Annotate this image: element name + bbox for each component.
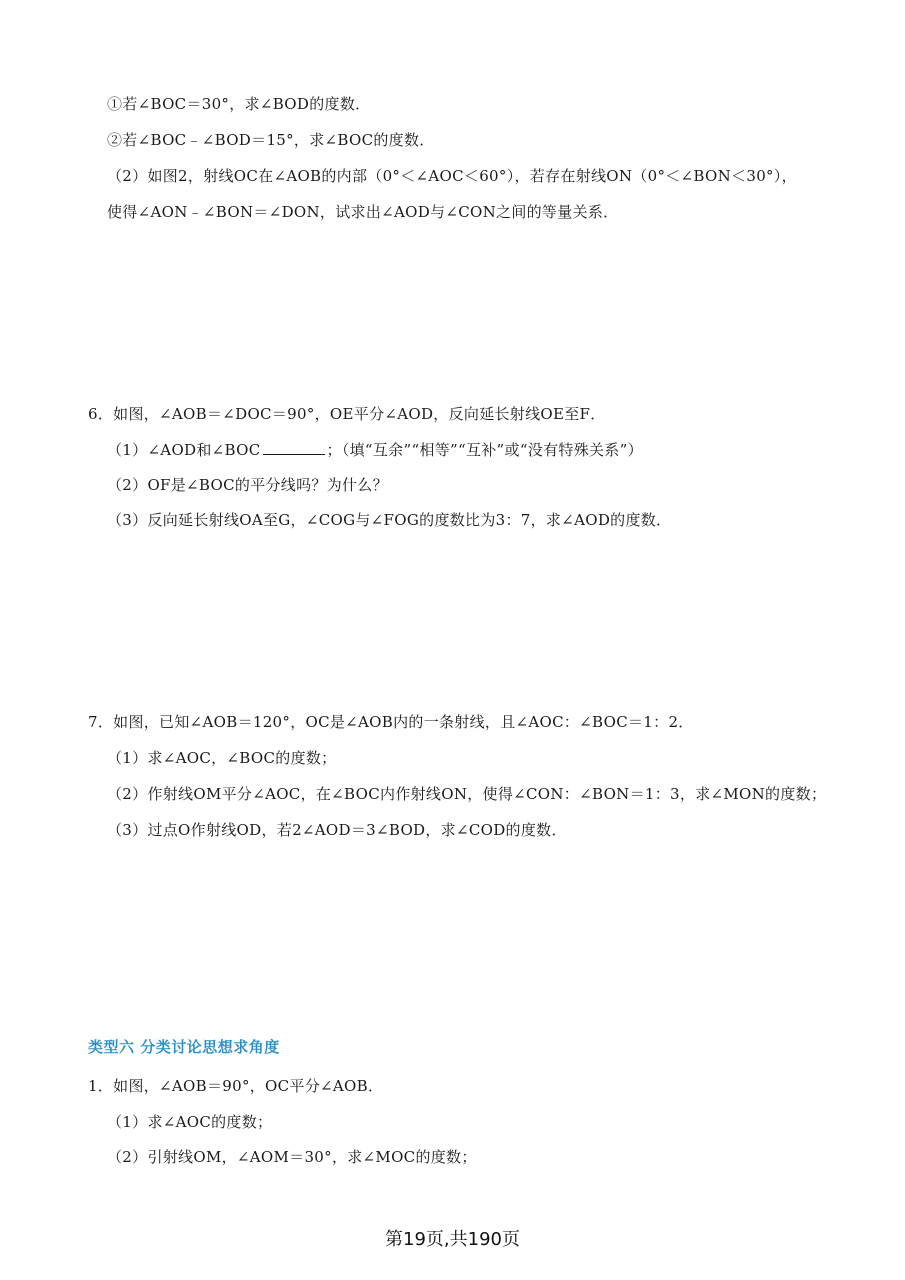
s6-q1-stem: 1．如图，∠AOB＝90°，OC平分∠AOB． [88, 1077, 384, 1095]
section-heading: 类型六 分类讨论思想求角度 [88, 1038, 280, 1056]
q6-part1 [107, 440, 643, 460]
q7-stem: 7．如图，已知∠AOB＝120°，OC是∠AOB内的一条射线，且∠AOC：∠BOC＝1：2． [88, 713, 694, 731]
q7-part1: （1）求∠AOC，∠BOC的度数； [107, 749, 337, 767]
q6-part1-text: （1）∠AOD和∠BOC [107, 441, 261, 459]
q7-part3: （3）过点O作射线OD，若2∠AOD＝3∠BOD，求∠COD的度数． [107, 821, 567, 839]
q5-part2-line2: 使得∠AON﹣∠BON＝∠DON，试求出∠AOD与∠CON之间的等量关系． [107, 203, 619, 221]
q5-part1-item2: ②若∠BOC﹣∠BOD＝15°，求∠BOC的度数． [107, 131, 435, 149]
s6-q1-part2: （2）引射线OM，∠AOM＝30°，求∠MOC的度数； [107, 1148, 477, 1166]
q6-part2: （2）OF是∠BOC的平分线吗？为什么？ [107, 476, 388, 494]
q6-part3: （3）反向延长射线OA至G，∠COG与∠FOG的度数比为3：7，求∠AOD的度数． [107, 511, 672, 529]
s6-q1-part1: （1）求∠AOC的度数； [107, 1113, 273, 1131]
answer-blank [263, 440, 325, 455]
q7-part2: （2）作射线OM平分∠AOC，在∠BOC内作射线ON，使得∠CON：∠BON＝1：3，求∠MON的度数； [107, 785, 827, 803]
q6-stem: 6．如图，∠AOB＝∠DOC＝90°，OE平分∠AOD，反向延长射线OE至F． [88, 405, 606, 423]
q5-part2-line1: （2）如图2，射线OC在∠AOB的内部（0°＜∠AOC＜60°），若存在射线ON（0°＜∠BON＜30°）， [107, 167, 797, 185]
page-footer: 第19页,共190页 [385, 1229, 520, 1250]
q5-part1-item1: ①若∠BOC＝30°，求∠BOD的度数． [107, 95, 371, 113]
q6-part1-hint: ；（填“互余”“相等”“互补”或“没有特殊关系”） [326, 441, 643, 459]
